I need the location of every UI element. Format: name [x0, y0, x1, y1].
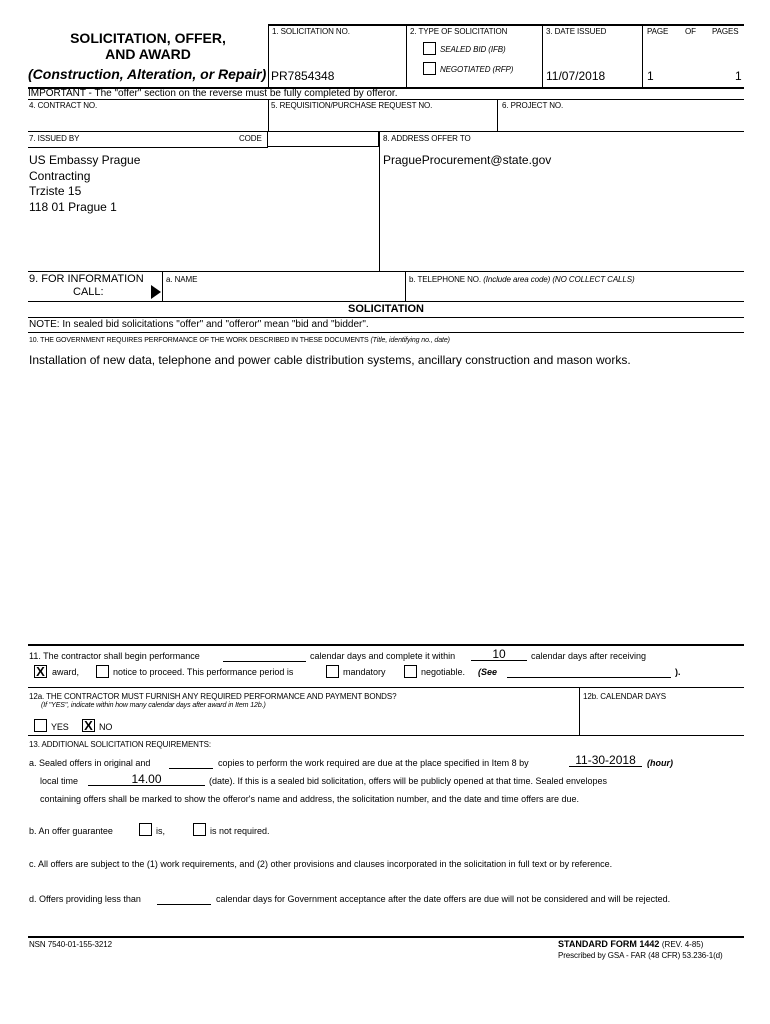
form-title-line2: AND AWARD: [105, 46, 191, 62]
hour-label: (hour): [647, 758, 673, 768]
form-title-line1: SOLICITATION, OFFER,: [70, 30, 226, 46]
name-label: a. NAME: [166, 275, 198, 284]
item13b-text: b. An offer guarantee: [29, 826, 113, 836]
local-time-field[interactable]: 14.00: [88, 773, 205, 786]
acceptance-days-field[interactable]: [157, 892, 211, 905]
for-information-label: [29, 273, 144, 299]
item13a-text3: (date). If this is a sealed bid solicitation, offers will be publicly opened at that time. Sealed envelopes: [209, 776, 608, 786]
item12b-label: 12b. CALENDAR DAYS: [583, 692, 666, 701]
award-checkbox[interactable]: X: [34, 665, 47, 678]
item13-label: 13. ADDITIONAL SOLICITATION REQUIREMENTS:: [29, 740, 212, 749]
telephone-hint: (Include area code) (NO COLLECT CALLS): [483, 275, 635, 284]
solicitation-no-value[interactable]: PR7854348: [271, 69, 335, 83]
page-label: PAGE: [647, 27, 669, 36]
complete-within-field[interactable]: 10: [471, 648, 527, 661]
project-no-label: 6. PROJECT NO.: [502, 101, 564, 110]
see-close: ).: [675, 667, 681, 677]
guarantee-is-checkbox[interactable]: [139, 823, 152, 836]
code-field[interactable]: [267, 131, 379, 147]
negotiable-checkbox[interactable]: [404, 665, 417, 678]
date-issued-value[interactable]: 11/07/2018: [546, 69, 606, 83]
item10-label-text: 10. THE GOVERNMENT REQUIRES PERFORMANCE OF THE WORK DESCRIBED IN THESE DOCUMENTS: [29, 337, 369, 344]
work-description[interactable]: Installation of new data, telephone and power cable distribution systems, ancillary construction and mason works.: [29, 353, 631, 367]
item10-label: [29, 337, 450, 344]
solicitation-no-label: 1. SOLICITATION NO.: [272, 27, 350, 36]
nsn-number: NSN 7540-01-155-3212: [29, 940, 112, 949]
for-information-line1: 9. FOR INFORMATION: [29, 273, 144, 285]
item12a-hint: (If "YES", indicate within how many calendar days after award in Item 12b.): [41, 702, 266, 709]
mandatory-checkbox[interactable]: [326, 665, 339, 678]
sealed-bid-label: SEALED BID (IFB): [440, 45, 506, 54]
item13a-text4: containing offers shall be marked to show the offeror's name and address, the solicitation number, and the date and time offers are due.: [40, 794, 580, 804]
guarantee-not-checkbox[interactable]: [193, 823, 206, 836]
sealed-bid-checkbox[interactable]: [423, 42, 436, 55]
arrow-right-icon: [151, 285, 161, 299]
name-field[interactable]: [170, 285, 400, 299]
bonds-yes-checkbox[interactable]: [34, 719, 47, 732]
negotiable-label: negotiable.: [421, 667, 466, 677]
begin-performance-field[interactable]: [223, 649, 306, 662]
bonds-no-label: NO: [99, 722, 113, 732]
telephone-label-text: b. TELEPHONE NO.: [409, 275, 482, 284]
contract-no-label: 4. CONTRACT NO.: [29, 101, 98, 110]
item11-text-c: calendar days after receiving: [531, 651, 647, 661]
date-issued-label: 3. DATE ISSUED: [546, 27, 607, 36]
see-label: (See: [478, 667, 498, 677]
item12a-label: 12a. THE CONTRACTOR MUST FURNISH ANY REQUIRED PERFORMANCE AND PAYMENT BONDS?: [29, 692, 397, 701]
item13d-text1: d. Offers providing less than: [29, 894, 141, 904]
item13c-text: c. All offers are subject to the (1) work requirements, and (2) other provisions and clauses incorporated in the solicitation in full text or by reference.: [29, 859, 613, 869]
mandatory-label: mandatory: [343, 667, 386, 677]
negotiated-checkbox[interactable]: [423, 62, 436, 75]
issued-by-line: Contracting: [29, 168, 91, 183]
telephone-label: [409, 275, 635, 284]
copies-field[interactable]: [169, 756, 213, 769]
bonds-no-checkbox[interactable]: X: [82, 719, 95, 732]
code-label: CODE: [239, 134, 262, 143]
item13d-text2: calendar days for Government acceptance after the date offers are due will not be considered and will be rejected.: [216, 894, 671, 904]
notice-label: notice to proceed. This performance period is: [113, 667, 294, 677]
notice-to-proceed-checkbox[interactable]: [96, 665, 109, 678]
item13a-text1: a. Sealed offers in original and: [29, 758, 151, 768]
for-information-line2: CALL:: [73, 286, 104, 298]
form-subtitle: (Construction, Alteration, or Repair): [28, 66, 267, 82]
item13a-text2: copies to perform the work required are due at the place specified in Item 8 by: [218, 758, 529, 768]
guarantee-not-label: is not required.: [210, 826, 270, 836]
negotiated-label: NEGOTIATED (RFP): [440, 65, 514, 74]
telephone-field[interactable]: [412, 285, 732, 299]
due-date-field[interactable]: 11-30-2018: [569, 754, 642, 767]
form-id: [558, 939, 703, 949]
type-of-solicitation-label: 2. TYPE OF SOLICITATION: [410, 27, 508, 36]
note-text: NOTE: In sealed bid solicitations "offer" and "offeror" mean "bid and "bidder".: [29, 319, 369, 330]
issued-by-line: 118 01 Prague 1: [29, 199, 117, 214]
solicitation-heading: SOLICITATION: [348, 303, 424, 315]
address-offer-to-value[interactable]: PragueProcurement@state.gov: [383, 153, 552, 167]
award-label: award,: [52, 667, 80, 677]
form-rev: (REV. 4-85): [661, 940, 704, 949]
bonds-yes-label: YES: [51, 722, 69, 732]
guarantee-is-label: is,: [156, 826, 165, 836]
item10-hint: (Title, identifying no., date): [370, 337, 450, 344]
pages-label: PAGES: [712, 27, 739, 36]
prescribed-by: Prescribed by GSA - FAR (48 CFR) 53.236-1(d): [558, 951, 723, 960]
issued-by-label: 7. ISSUED BY: [29, 134, 80, 143]
pages-value[interactable]: 1: [735, 69, 742, 83]
page-value[interactable]: 1: [647, 69, 654, 83]
address-offer-to-label: 8. ADDRESS OFFER TO: [383, 134, 471, 143]
form-name: STANDARD FORM 1442: [558, 939, 660, 949]
item11-text-a: 11. The contractor shall begin performance: [29, 651, 200, 661]
issued-by-line: US Embassy Prague: [29, 153, 141, 167]
issued-by-line: Trziste 15: [29, 184, 82, 198]
local-time-label: local time: [40, 776, 79, 786]
calendar-days-field[interactable]: [585, 705, 735, 729]
important-note: IMPORTANT - The "offer" section on the reverse must be fully completed by offeror.: [28, 88, 398, 99]
form-title: [28, 30, 268, 62]
see-reference-field[interactable]: [507, 665, 671, 678]
requisition-label: 5. REQUISITION/PURCHASE REQUEST NO.: [271, 101, 433, 110]
of-label: OF: [685, 27, 696, 36]
issued-by-address[interactable]: [29, 153, 140, 215]
item11-text-b: calendar days and complete it within: [310, 651, 456, 661]
